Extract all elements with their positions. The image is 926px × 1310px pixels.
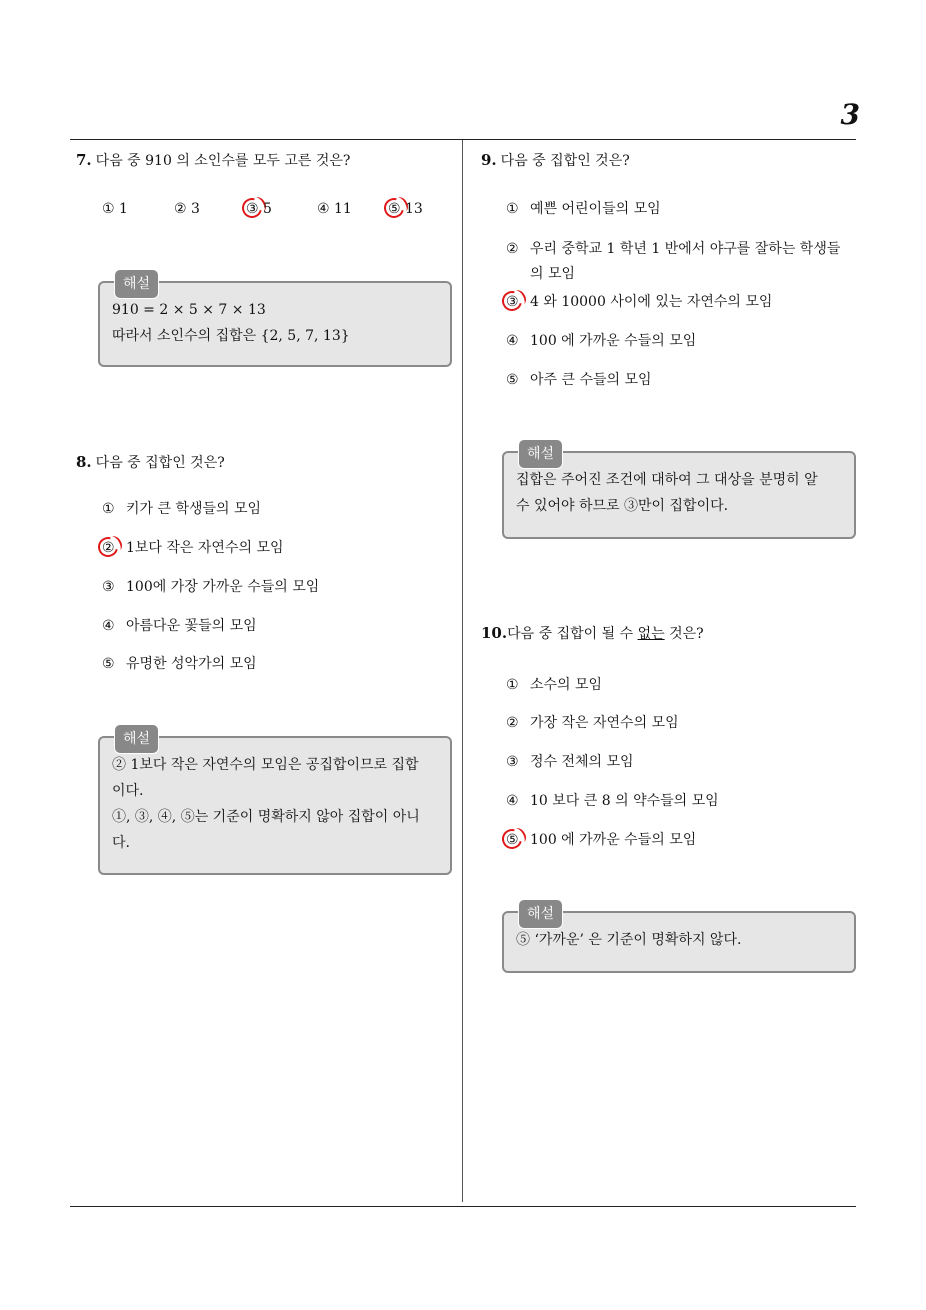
choice-text: 3 xyxy=(191,201,200,217)
choice-text: 1보다 작은 자연수의 모임 xyxy=(126,540,284,556)
question-9-title xyxy=(481,150,630,170)
choice-text: 정수 전체의 모임 xyxy=(530,754,634,770)
choice-text: 아주 큰 수들의 모임 xyxy=(530,372,652,388)
solution-line: 수 있어야 하므로 ③만이 집합이다. xyxy=(516,498,729,514)
solution-box xyxy=(502,446,856,539)
choice-5[interactable] xyxy=(506,829,696,851)
choice-4[interactable] xyxy=(506,790,719,812)
question-10-title xyxy=(481,623,704,643)
solution-line: 이다. xyxy=(112,783,144,799)
choice-5[interactable] xyxy=(388,198,423,220)
choice-2[interactable] xyxy=(506,237,846,287)
choice-text: 아름다운 꽃들의 모임 xyxy=(126,618,257,634)
question-text: 다음 중 집합인 것은? xyxy=(95,455,225,471)
choice-text: 11 xyxy=(334,201,352,217)
choice-text: 100에 가장 가까운 수들의 모임 xyxy=(126,579,320,595)
solution-line: ⑤ ‘가까운’ 은 기준이 명확하지 않다. xyxy=(516,932,742,948)
solution-line: ② 1보다 작은 자연수의 모임은 공집합이므로 집합 xyxy=(112,757,419,773)
solution-tag: 해설 xyxy=(114,269,159,299)
choice-1[interactable] xyxy=(506,674,602,696)
choice-label: ⑤ xyxy=(388,201,401,217)
solution-box xyxy=(98,731,452,875)
question-number: 8. xyxy=(76,453,92,471)
choice-1[interactable] xyxy=(102,498,261,520)
choice-label: ⑤ xyxy=(506,832,519,848)
solution-box xyxy=(98,276,452,367)
solution-line: 다. xyxy=(112,835,130,851)
choice-label: ① xyxy=(506,677,519,693)
solution-tag: 해설 xyxy=(114,724,159,754)
question-8-title xyxy=(76,452,225,472)
question-text: 다음 중 910 의 소인수를 모두 고른 것은? xyxy=(95,153,351,169)
choice-label: ③ xyxy=(506,294,519,310)
question-number: 10. xyxy=(481,624,508,642)
choice-text: 100 에 가까운 수들의 모임 xyxy=(530,832,697,848)
choice-text: 소수의 모임 xyxy=(530,677,603,693)
choice-text: 10 보다 큰 8 의 약수들의 모임 xyxy=(530,793,719,809)
choice-2[interactable] xyxy=(506,712,679,734)
choice-label: ① xyxy=(506,201,519,217)
solution-tag: 해설 xyxy=(518,439,563,469)
question-text: 것은? xyxy=(664,626,704,642)
choice-text: 우리 중학교 1 학년 1 반에서 야구를 잘하는 학생들의 모임 xyxy=(530,241,841,282)
choice-label: ④ xyxy=(506,333,519,349)
choice-label: ④ xyxy=(102,618,115,634)
question-text: 다음 중 집합인 것은? xyxy=(500,153,630,169)
choice-1[interactable] xyxy=(506,198,661,220)
top-rule xyxy=(70,139,856,140)
choice-label: ③ xyxy=(102,579,115,595)
choice-label: ② xyxy=(506,715,519,731)
choice-text: 가장 작은 자연수의 모임 xyxy=(530,715,679,731)
question-number: 7. xyxy=(76,151,92,169)
choice-2[interactable] xyxy=(174,198,200,220)
choice-text: 1 xyxy=(119,201,128,217)
solution-tag: 해설 xyxy=(518,899,563,929)
choice-3[interactable] xyxy=(246,198,272,220)
choice-4[interactable] xyxy=(506,330,696,352)
choice-text: 13 xyxy=(405,201,423,217)
choice-4[interactable] xyxy=(317,198,352,220)
question-text: 다음 중 집합이 될 수 xyxy=(507,626,638,642)
emphasis-underline: 없는 xyxy=(637,626,665,642)
solution-line: 910 = 2 × 5 × 7 × 13 xyxy=(112,302,266,318)
choice-label: ① xyxy=(102,501,115,517)
choice-label: ④ xyxy=(506,793,519,809)
choice-3[interactable] xyxy=(102,576,319,598)
choice-text: 100 에 가까운 수들의 모임 xyxy=(530,333,697,349)
choice-text: 키가 큰 학생들의 모임 xyxy=(126,501,262,517)
solution-line: 따라서 소인수의 집합은 {2, 5, 7, 13} xyxy=(112,328,350,344)
choice-text: 5 xyxy=(263,201,272,217)
page-number: 3 xyxy=(840,98,860,131)
choice-text: 예쁜 어린이들의 모임 xyxy=(530,201,661,217)
choice-2[interactable] xyxy=(102,537,284,559)
question-number: 9. xyxy=(481,151,497,169)
choice-label: ① xyxy=(102,201,115,217)
choice-1[interactable] xyxy=(102,198,128,220)
choice-5[interactable] xyxy=(102,653,257,675)
choice-4[interactable] xyxy=(102,615,257,637)
choice-5[interactable] xyxy=(506,369,652,391)
choice-label: ⑤ xyxy=(506,372,519,388)
choice-label: ④ xyxy=(317,201,330,217)
solution-line: ①, ③, ④, ⑤는 기준이 명확하지 않아 집합이 아니 xyxy=(112,809,420,825)
choice-text: 4 와 10000 사이에 있는 자연수의 모임 xyxy=(530,294,773,310)
choice-label: ② xyxy=(174,201,187,217)
bottom-rule xyxy=(70,1206,856,1207)
solution-line: 집합은 주어진 조건에 대하여 그 대상을 분명히 알 xyxy=(516,472,818,488)
choice-label: ③ xyxy=(246,201,259,217)
choice-text: 유명한 성악가의 모임 xyxy=(126,656,257,672)
choice-label: ⑤ xyxy=(102,656,115,672)
column-divider xyxy=(462,140,463,1202)
solution-box xyxy=(502,906,856,973)
choice-3[interactable] xyxy=(506,291,772,313)
choice-3[interactable] xyxy=(506,751,634,773)
choice-label: ② xyxy=(506,241,519,257)
question-7-title xyxy=(76,150,350,170)
choice-label: ③ xyxy=(506,754,519,770)
choice-label: ② xyxy=(102,540,115,556)
